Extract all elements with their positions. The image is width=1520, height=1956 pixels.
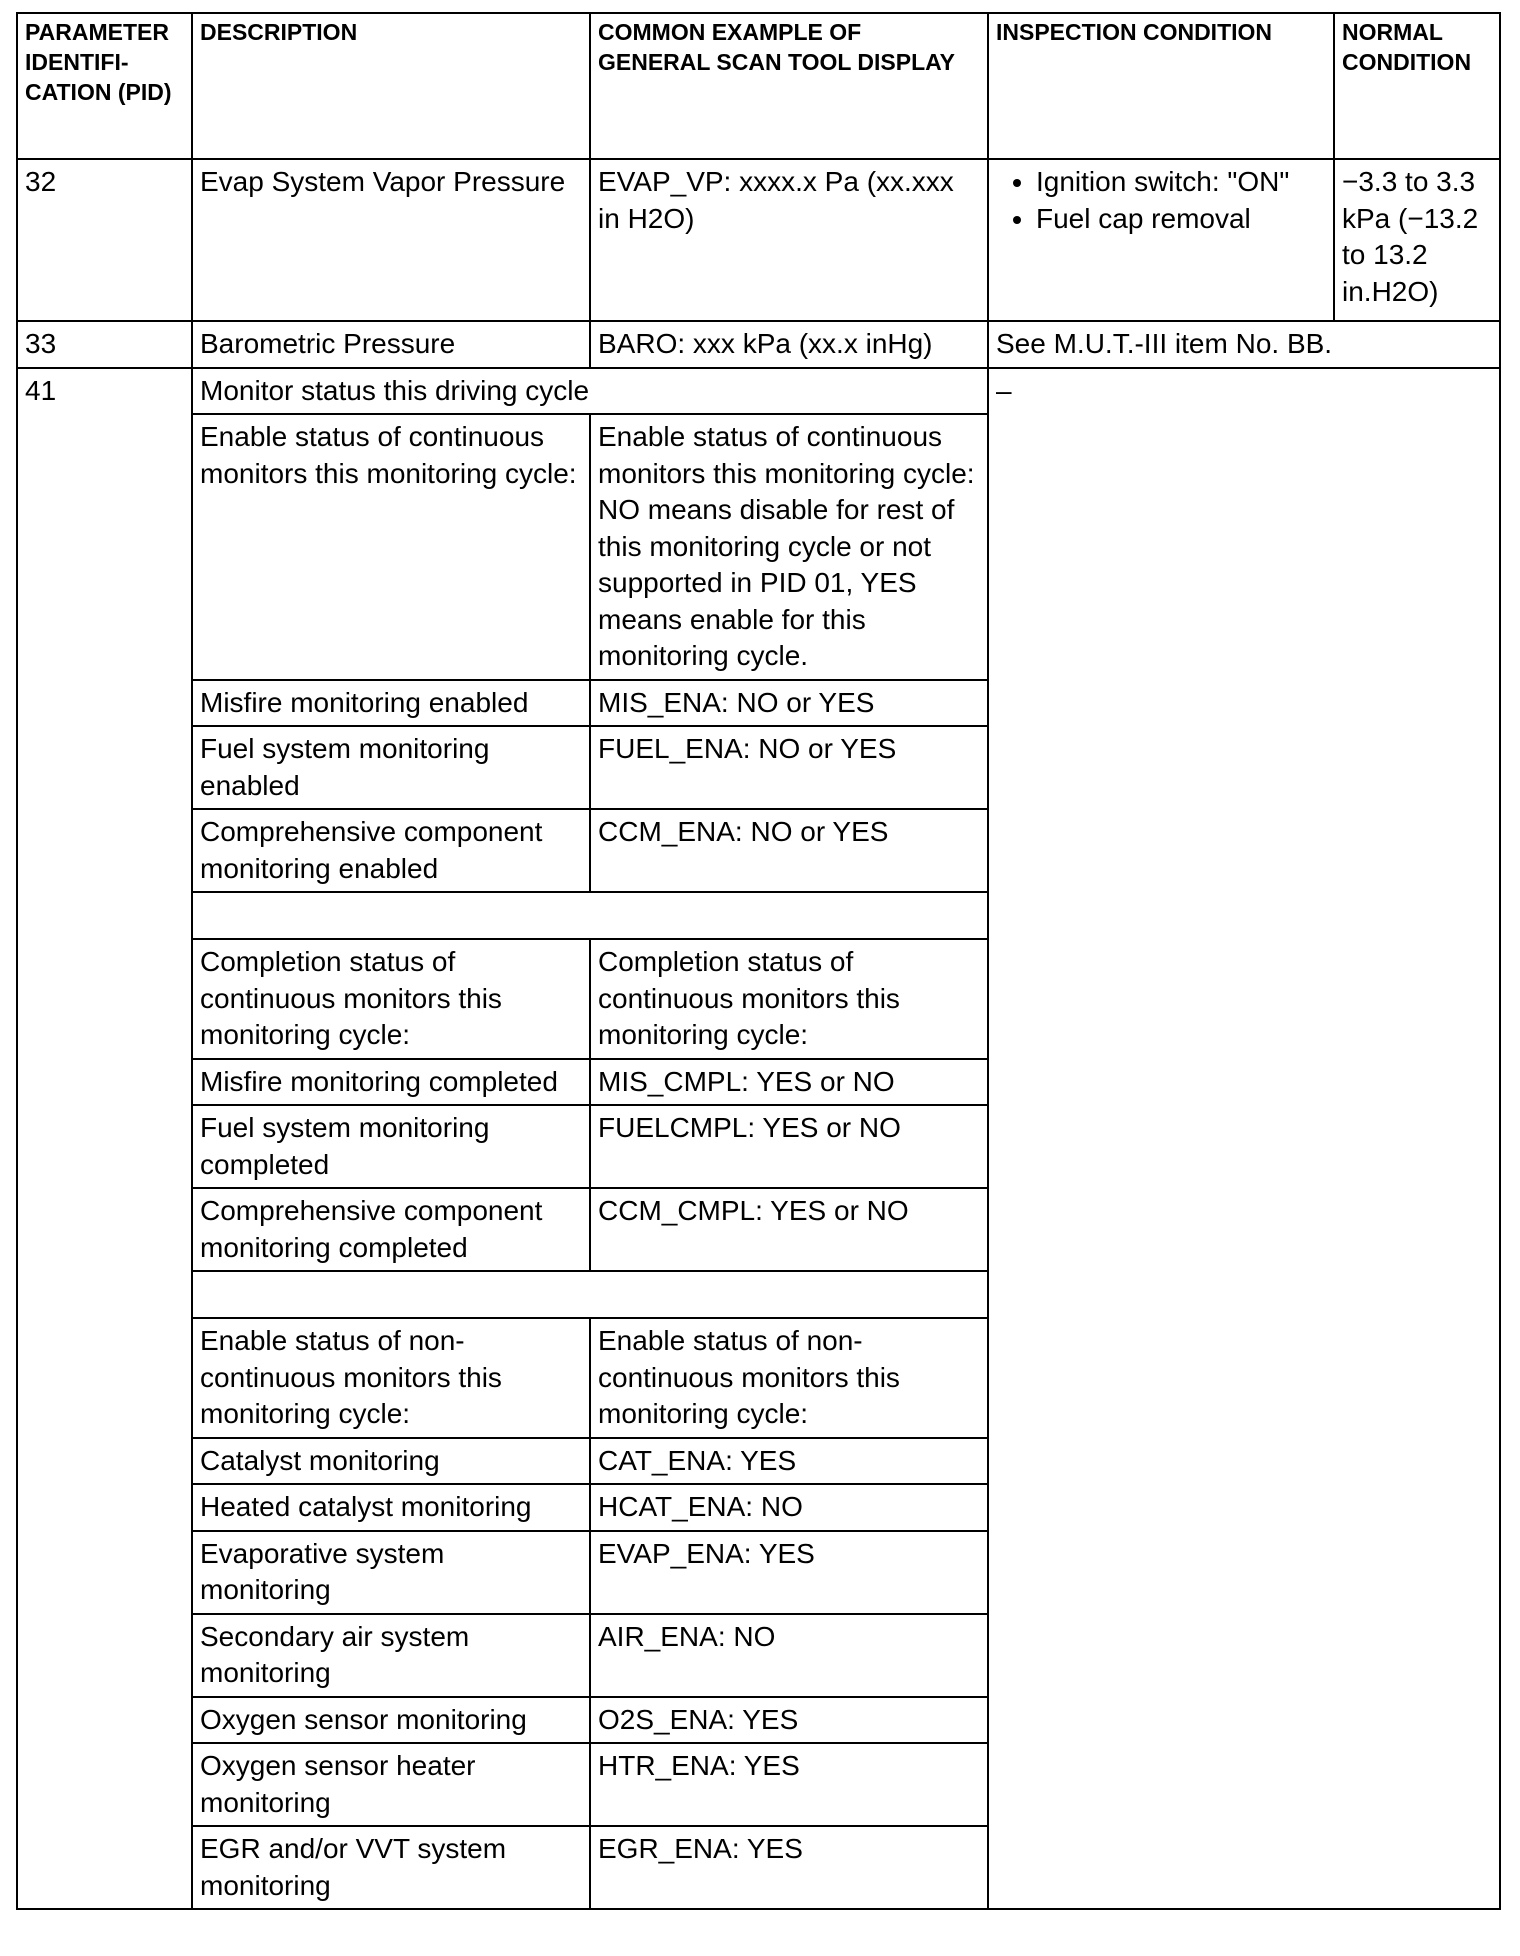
description-title-cell: Monitor status this driving cycle	[192, 368, 988, 415]
row-pid-33	[17, 321, 1500, 368]
monitor-display: HTR_ENA: YES	[590, 1743, 988, 1826]
monitor-description: Enable status of continuous monitors this monitoring cycle:	[192, 414, 590, 680]
monitor-description: Secondary air system monitoring	[192, 1614, 590, 1697]
inspection-cell	[988, 159, 1334, 321]
monitor-description: Oxygen sensor monitoring	[192, 1697, 590, 1744]
monitor-description: Evaporative system monitoring	[192, 1531, 590, 1614]
monitor-description: Misfire monitoring enabled	[192, 680, 590, 727]
monitor-display: FUEL_ENA: NO or YES	[590, 726, 988, 809]
monitor-description: Catalyst monitoring	[192, 1438, 590, 1485]
empty-cell	[192, 1271, 988, 1318]
monitor-display: CCM_CMPL: YES or NO	[590, 1188, 988, 1271]
monitor-display: MIS_CMPL: YES or NO	[590, 1059, 988, 1106]
monitor-description: EGR and/or VVT system monitoring	[192, 1826, 590, 1909]
pid-cell: 41	[17, 368, 192, 1910]
inspection-cell: –	[988, 368, 1500, 1910]
monitor-description: Misfire monitoring completed	[192, 1059, 590, 1106]
condition-item: • Ignition switch: "ON"	[1036, 164, 1325, 201]
row-pid-41	[17, 368, 1500, 415]
monitor-description: Comprehensive component monitoring completed	[192, 1188, 590, 1271]
empty-cell	[192, 892, 988, 939]
monitor-description: Comprehensive component monitoring enabled	[192, 809, 590, 892]
header-description: DESCRIPTION	[192, 13, 590, 159]
pid-cell: 32	[17, 159, 192, 321]
monitor-display: HCAT_ENA: NO	[590, 1484, 988, 1531]
monitor-display: Enable status of continuous monitors this monitoring cycle: NO means disable for rest of this monitoring cycle or not supported in PID 01, YES means enable for this monitoring cycle.	[590, 414, 988, 680]
monitor-display: FUELCMPL: YES or NO	[590, 1105, 988, 1188]
monitor-description: Fuel system monitoring completed	[192, 1105, 590, 1188]
header-pid: PARAMETER IDENTIFI-CATION (PID)	[17, 13, 192, 159]
inspection-cell: See M.U.T.-III item No. BB.	[988, 321, 1500, 368]
header-inspection: INSPECTION CONDITION	[988, 13, 1334, 159]
description-cell: Barometric Pressure	[192, 321, 590, 368]
description-cell: Evap System Vapor Pressure	[192, 159, 590, 321]
header-display: COMMON EXAMPLE OF GENERAL SCAN TOOL DISPLAY	[590, 13, 988, 159]
monitor-description: Fuel system monitoring enabled	[192, 726, 590, 809]
header-row	[17, 13, 1500, 159]
monitor-display: CAT_ENA: YES	[590, 1438, 988, 1485]
display-cell: BARO: xxx kPa (xx.x inHg)	[590, 321, 988, 368]
monitor-display: EVAP_ENA: YES	[590, 1531, 988, 1614]
monitor-display: AIR_ENA: NO	[590, 1614, 988, 1697]
monitor-description: Enable status of non-continuous monitors this monitoring cycle:	[192, 1318, 590, 1438]
condition-list	[996, 164, 1325, 237]
monitor-display: CCM_ENA: NO or YES	[590, 809, 988, 892]
monitor-description: Heated catalyst monitoring	[192, 1484, 590, 1531]
header-normal: NORMAL CONDITION	[1334, 13, 1500, 159]
pid-table	[16, 12, 1501, 1910]
monitor-description: Oxygen sensor heater monitoring	[192, 1743, 590, 1826]
display-cell: EVAP_VP: xxxx.x Pa (xx.xxx in H2O)	[590, 159, 988, 321]
monitor-display: EGR_ENA: YES	[590, 1826, 988, 1909]
pid-cell: 33	[17, 321, 192, 368]
monitor-display: O2S_ENA: YES	[590, 1697, 988, 1744]
monitor-description: Completion status of continuous monitors this monitoring cycle:	[192, 939, 590, 1059]
monitor-display: Enable status of non-continuous monitors this monitoring cycle:	[590, 1318, 988, 1438]
row-pid-32	[17, 159, 1500, 321]
normal-cell: −3.3 to 3.3 kPa (−13.2 to 13.2 in.H2O)	[1334, 159, 1500, 321]
condition-item: • Fuel cap removal	[1036, 201, 1325, 238]
monitor-display: Completion status of continuous monitors this monitoring cycle:	[590, 939, 988, 1059]
monitor-display: MIS_ENA: NO or YES	[590, 680, 988, 727]
